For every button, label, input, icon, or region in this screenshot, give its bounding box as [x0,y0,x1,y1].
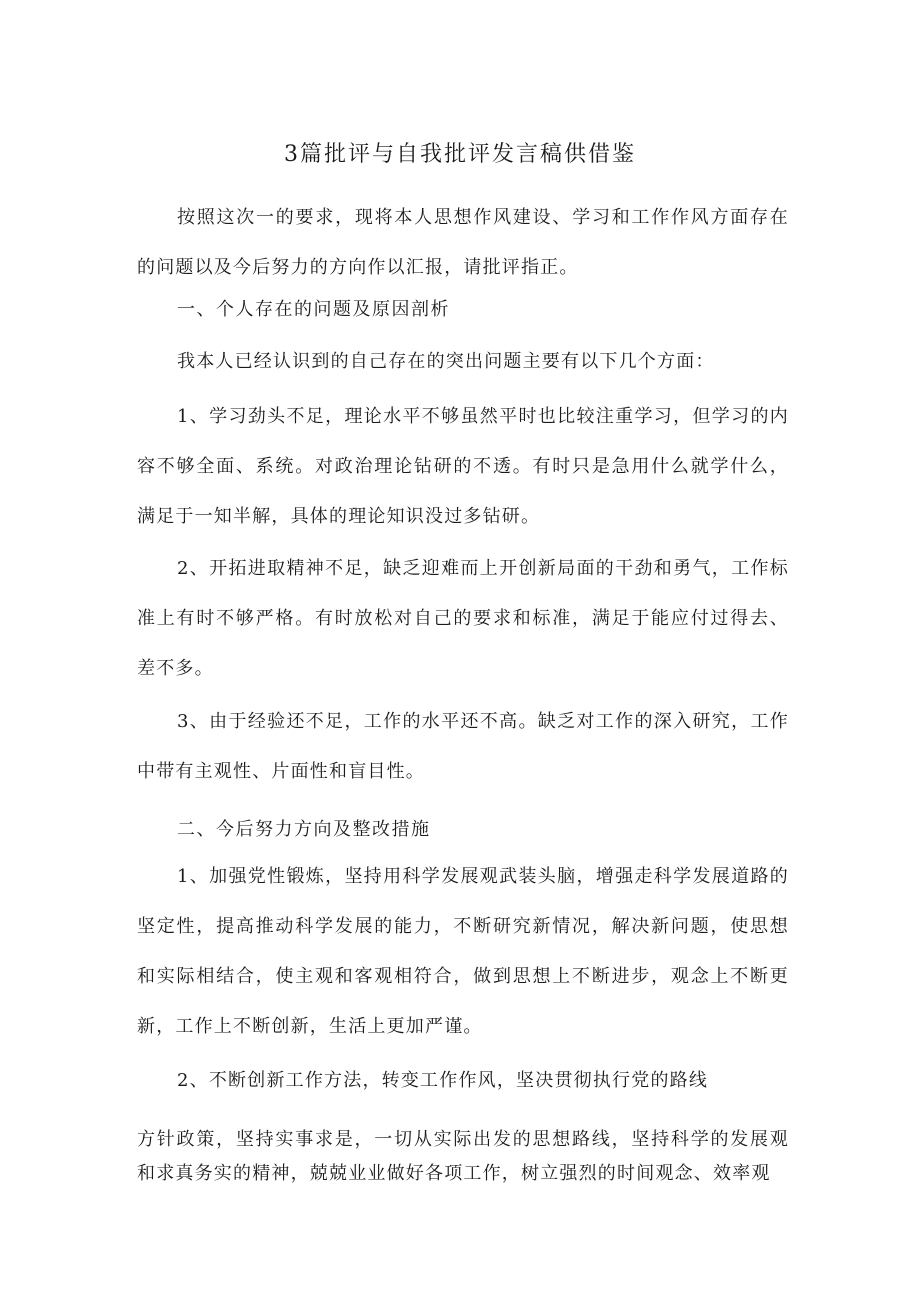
section1-item3: 3、由于经验还不足，工作的水平还不高。缺乏对工作的深入研究，工作中带有主观性、片面性和盲目性。 [137,711,789,782]
section2-item2-continuation: 方针政策，坚持实事求是，一切从实际出发的思想路线，坚持科学的发展观和求真务实的精神，兢兢业业做好各项工作，树立强烈的时间观念、效率观 [137,1129,789,1184]
document-title: 3篇批评与自我批评发言稿供借鉴 [284,142,636,167]
section1-item2: 2、开拓进取精神不足，缺乏迎难而上开创新局面的干劲和勇气，工作标准上有时不够严格。有时放松对自己的要求和标准，满足于能应付过得去、差不多。 [137,558,789,679]
section2-item2-line: 2、不断创新工作方法，转变工作作风，坚决贯彻执行党的路线 [177,1070,709,1091]
section2-item1: 1、加强党性锻炼，坚持用科学发展观武装头脑，增强走科学发展道路的坚定性，提高推动科学发展的能力，不断研究新情况，解决新问题，使思想和实际相结合，使主观和客观相符合，做到思想上不断进步，观念上不断更新，工作上不断创新，生活上更加严谨。 [137,866,789,1037]
intro-paragraph: 按照这次一的要求，现将本人思想作风建设、学习和工作作风方面存在的问题以及今后努力的方向作以汇报，请批评指正。 [137,207,789,278]
section1-item1: 1、学习劲头不足，理论水平不够虽然平时也比较注重学习，但学习的内容不够全面、系统。对政治理论钻研的不透。有时只是急用什么就学什么，满足于一知半解，具体的理论知识没过多钻研。 [137,406,789,527]
section1-lead: 我本人已经认识到的自己存在的突出问题主要有以下几个方面： [177,351,715,372]
section1-heading: 一、个人存在的问题及原因剖析 [177,299,450,320]
section2-heading: 二、今后努力方向及整改措施 [177,819,431,840]
